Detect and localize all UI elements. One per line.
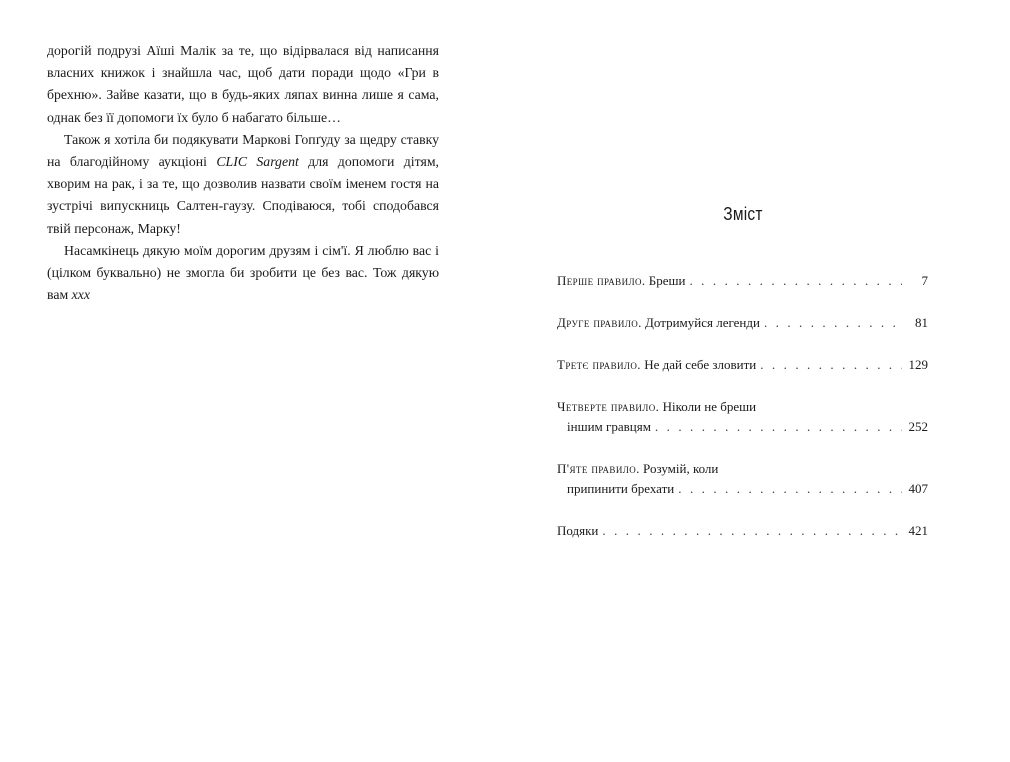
dot-leader (602, 521, 902, 541)
toc-label: Третє правило. (557, 357, 641, 372)
toc-label: Подяки (557, 523, 599, 538)
text: Насамкінець дякую моїм дорогим друзям і сім'ї. Я люблю вас і (цілком буквально) не змогла би зробити це без вас. Тож дякую вам (47, 242, 439, 303)
toc-entry[interactable] (557, 459, 928, 499)
toc-page-number: 81 (915, 315, 928, 330)
toc-entry-title: Бреши (648, 273, 686, 288)
paragraph (47, 240, 439, 307)
toc-entry[interactable] (557, 313, 928, 333)
dot-leader (764, 313, 902, 333)
dot-leader (655, 417, 902, 437)
paragraph (47, 129, 439, 240)
toc-page-number: 407 (908, 481, 928, 496)
acknowledgements-text (47, 40, 439, 306)
toc-page-number: 129 (908, 357, 928, 372)
toc-label: Друге правило. (557, 315, 642, 330)
toc-entry[interactable] (557, 521, 928, 541)
toc-label: Четверте правило. (557, 399, 660, 414)
emphasis-text: CLIC Sargent (216, 154, 299, 170)
toc-page-number: 421 (908, 523, 928, 538)
table-of-contents (557, 271, 928, 563)
toc-label: П'яте правило. (557, 461, 640, 476)
text: Також я хотіла би подякувати Маркові Гопґуду за щедру ставку на благодійному аукціоні (47, 131, 439, 170)
toc-entry-title-continued: іншим гравцям (567, 419, 651, 434)
toc-label: Перше правило. (557, 273, 646, 288)
toc-entry[interactable] (557, 271, 928, 291)
toc-title: Зміст (723, 204, 763, 224)
dot-leader (760, 355, 902, 375)
toc-entry-title: Дотримуйся легенди (645, 315, 760, 330)
paragraph: дорогій подрузі Аїші Малік за те, що відірвалася від написання власних книжок і знайшла час, щоб дати поради щодо «Гри в брехню». Зайве казати, що в будь-яких ляпах винна лише я сама, однак без її допомоги їх було б набагато більше… (47, 43, 439, 125)
dot-leader (678, 479, 902, 499)
toc-entry-title: Не дай себе зловити (644, 357, 757, 372)
toc-page-number: 7 (921, 273, 928, 288)
toc-entry[interactable] (557, 397, 928, 437)
toc-entry-title-continued: припинити брехати (567, 481, 675, 496)
toc-entry-title: Ніколи не бреши (662, 399, 757, 414)
emphasis-text: xxx (71, 287, 91, 303)
toc-entry[interactable] (557, 355, 928, 375)
dot-leader (689, 271, 902, 291)
toc-page-number: 252 (908, 419, 928, 434)
toc-entry-title: Розумій, коли (643, 461, 719, 476)
text: для допомоги дітям, хворим на рак, і за те, що дозволив назвати своїм іменем гостя на зустрічі випускниць Салтен-гаузу. Сподіваюся, тобі сподобався твій персонаж, Марку! (47, 154, 439, 236)
